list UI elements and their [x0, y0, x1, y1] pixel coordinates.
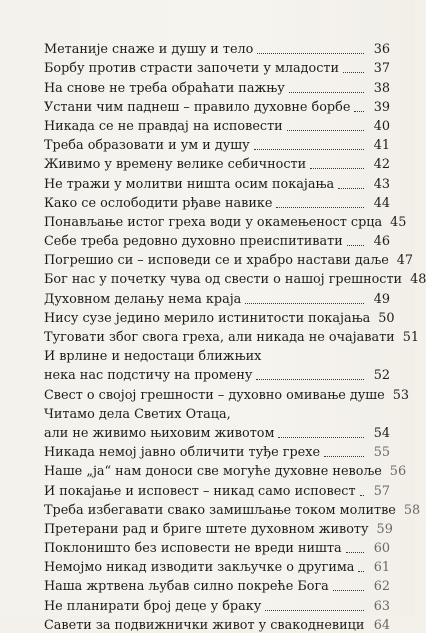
toc-page-number: 45 — [390, 214, 407, 230]
toc-page-number: 50 — [378, 310, 395, 326]
toc-page-number: 36 — [373, 42, 390, 58]
toc-entry — [44, 537, 390, 556]
dot-leader — [276, 207, 364, 208]
toc-entry — [44, 192, 390, 211]
toc-entry — [44, 326, 419, 345]
dot-leader — [358, 571, 364, 572]
toc-page-number: 63 — [373, 598, 390, 614]
dot-leader — [256, 379, 364, 380]
toc-page-number: 64 — [373, 617, 390, 633]
toc-entry — [44, 403, 390, 441]
dot-leader — [354, 111, 364, 112]
toc-page-number: 38 — [373, 80, 390, 96]
dot-leader — [245, 303, 364, 304]
toc-entry — [44, 57, 390, 76]
toc-page-number: 61 — [373, 560, 390, 576]
toc-page-number: 53 — [392, 387, 410, 403]
toc-entry — [44, 76, 390, 95]
toc-entry — [44, 307, 395, 326]
toc-entry-title: Треба избегавати свако замишљање током молитве — [44, 502, 396, 518]
toc-entry — [44, 575, 390, 594]
toc-entry — [44, 499, 421, 518]
toc-entry-title: Читамо дела Светих Отаца, — [44, 406, 231, 422]
dot-leader — [338, 188, 364, 189]
toc-page-number: 44 — [373, 195, 390, 211]
toc-entry-title: Бог нас у почетку чува од свести о нашој грешности — [44, 272, 403, 288]
toc-entry — [44, 153, 390, 172]
toc-entry-title: Не планирати број деце у браку — [44, 598, 262, 614]
dot-leader — [278, 437, 364, 438]
dot-leader — [310, 168, 364, 169]
toc-entry-title: И покајање и исповест – никад само исповест — [44, 483, 356, 499]
toc-entry — [44, 460, 407, 480]
toc-page-number: 57 — [373, 483, 390, 499]
toc-page-number: 43 — [373, 176, 390, 192]
toc-page-number: 49 — [373, 291, 390, 307]
toc-entry-title: Претерани рад и бриге штете духовном животу — [44, 521, 369, 537]
toc-page-number: 51 — [402, 330, 419, 345]
toc-entry — [44, 134, 390, 153]
dot-leader — [324, 456, 364, 457]
toc-entry-title-continued: али не живимо њиховим животом — [44, 425, 275, 441]
toc-entry-title: Никада немој јавно обличити туђе грехе — [44, 445, 321, 461]
toc-entry — [44, 287, 390, 306]
toc-entry-title: Треба образовати и ум и душу — [44, 138, 250, 154]
toc-entry-title: Како се ослободити рђаве навике — [44, 195, 273, 211]
dot-leader — [289, 92, 364, 93]
toc-page-number: 42 — [373, 157, 390, 173]
dot-leader — [265, 610, 364, 611]
toc-entry — [44, 556, 390, 575]
toc-entry — [44, 614, 390, 633]
toc-entry-title: Поклоништо без исповести не вреди ништа — [44, 541, 342, 557]
toc-entry — [44, 383, 410, 403]
toc-entry-title-continued: нека нас подстичу на промену — [44, 368, 253, 384]
toc-page-number: 48 — [410, 272, 426, 288]
toc-entry-title: Живимо у времену велике себичности — [44, 157, 307, 173]
toc-entry-title: Немојмо никад изводити закључке о другима — [44, 560, 355, 576]
dot-leader — [343, 72, 364, 73]
toc-entry-title: Устани чим паднеш – правило духовне борбе — [44, 99, 351, 115]
toc-entry — [44, 230, 390, 249]
dot-leader — [360, 495, 364, 496]
toc-entry — [44, 518, 393, 537]
toc-page-number: 58 — [403, 502, 421, 518]
toc-page-number: 59 — [376, 521, 393, 537]
toc-entry-title: Никада се не правдај на исповести — [44, 118, 283, 134]
toc-entry-title: Погрешио си – исповеди се и храбро настави даље — [44, 253, 389, 269]
toc-page-number: 56 — [389, 464, 407, 480]
toc-entry-title: Не тражи у молитви ништа осим покајања — [44, 176, 335, 192]
toc-entry — [44, 249, 414, 269]
dot-leader — [254, 149, 364, 150]
toc-page-number: 62 — [373, 579, 390, 595]
toc-entry-title: Туговати због свога греха, али никада не очајавати — [44, 330, 395, 345]
toc-entry-title: Наша жртвена љубав силно покреће Бога — [44, 579, 329, 595]
toc-page-number: 41 — [373, 138, 390, 154]
toc-entry — [44, 172, 390, 191]
toc-entry-title: На снове не треба обраћати пажњу — [44, 80, 285, 96]
toc-entry — [44, 211, 407, 230]
toc-entry — [44, 268, 426, 288]
toc-entry-title: Понављање истог греха води у окамењеност срца — [44, 214, 383, 230]
dot-leader — [257, 53, 364, 54]
toc-entry-title: Метаније снаже и душу и тело — [44, 42, 254, 58]
toc-entry — [44, 38, 390, 57]
toc-entry-title: Савети за подвижнички живот у свакодневици — [44, 617, 365, 633]
toc-page-number: 47 — [396, 253, 414, 269]
table-of-contents — [44, 38, 426, 633]
toc-entry-title: Духовном делању нема краја — [44, 291, 242, 307]
toc-entry-title: Борбу против страсти започети у младости — [44, 61, 340, 77]
toc-entry-title: Себе треба редовно духовно преиспитивати — [44, 234, 343, 250]
toc-entry — [44, 441, 390, 460]
toc-page-number: 40 — [373, 118, 390, 134]
toc-entry-title: Нису сузе једино мерило истинитости покајања — [44, 310, 371, 326]
toc-page-number: 46 — [373, 234, 390, 250]
toc-entry — [44, 115, 390, 134]
toc-entry-title: Наше „ја“ нам доноси све могуће духовне невоље — [44, 464, 382, 480]
toc-entry-title: И врлине и недостаци ближњих — [44, 349, 262, 365]
toc-page-number: 39 — [373, 99, 390, 115]
toc-page-number: 52 — [373, 368, 390, 384]
dot-leader — [346, 552, 364, 553]
toc-page-number: 37 — [373, 61, 390, 77]
dot-leader — [333, 590, 364, 591]
toc-page-number: 60 — [373, 541, 390, 557]
toc-entry — [44, 594, 390, 613]
toc-page-number: 54 — [373, 425, 390, 441]
toc-entry-title: Свест о својој грешности – духовно омивање душе — [44, 387, 385, 403]
toc-entry — [44, 345, 390, 383]
toc-entry — [44, 479, 390, 498]
dot-leader — [287, 130, 364, 131]
dot-leader — [347, 245, 364, 246]
toc-page-number: 55 — [373, 445, 390, 461]
toc-entry — [44, 96, 390, 115]
